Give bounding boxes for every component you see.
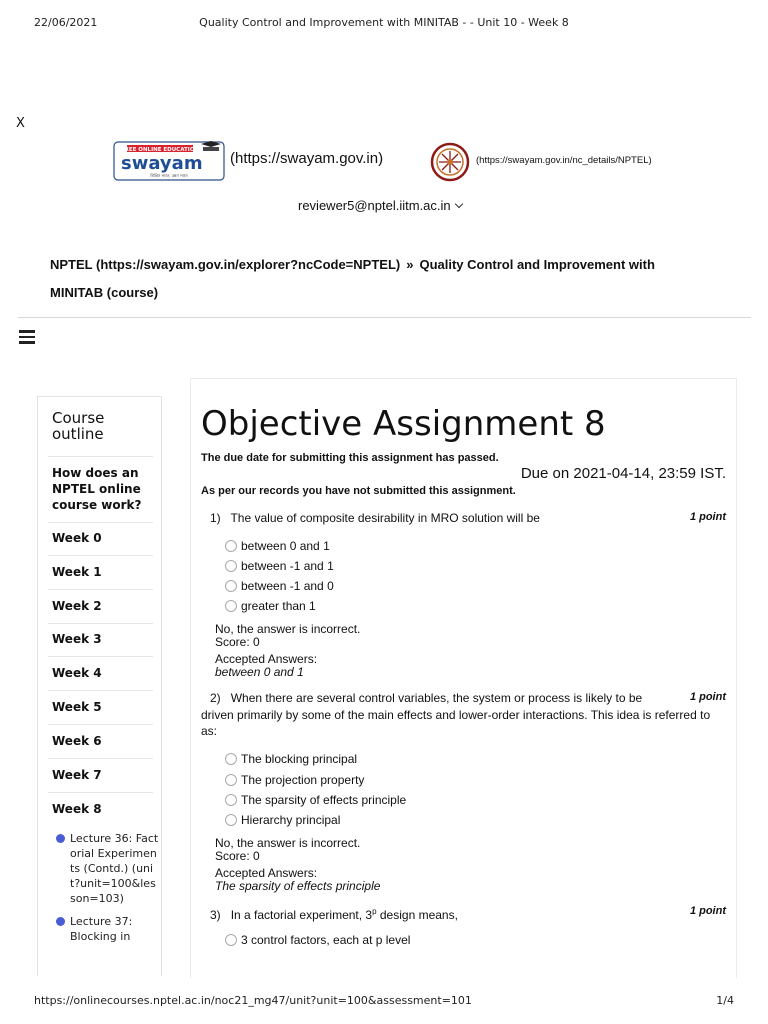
sidebar-divider [48,690,153,691]
print-page-number: 1/4 [716,994,734,1007]
question-2: 2) When there are several control variables, the system or process is likely to be [210,691,643,705]
sidebar-divider [48,623,153,624]
print-title: Quality Control and Improvement with MINITAB - - Unit 10 - Week 8 [199,16,569,29]
sidebar-item-week-1[interactable]: Week 1 [52,565,102,579]
breadcrumb-nptel-link[interactable]: NPTEL (https://swayam.gov.in/explorer?ncCode=NPTEL) [50,257,401,272]
sidebar-divider [48,724,153,725]
radio-icon[interactable] [225,753,237,765]
sidebar-item-week-0[interactable]: Week 0 [52,531,102,545]
radio-icon[interactable] [225,794,237,806]
option-radio[interactable]: The projection property [225,773,364,787]
swayam-logo[interactable] [113,138,226,182]
swayam-link[interactable]: (https://swayam.gov.in) [230,150,384,167]
question-3: 3) In a factorial experiment, 3$^p$ design means, [210,907,458,922]
sidebar-item-week-5[interactable]: Week 5 [52,700,102,714]
question-3-points: 1 point [689,905,726,917]
radio-icon[interactable] [225,774,237,786]
nptel-logo[interactable] [430,142,470,182]
sidebar-item-week-3[interactable]: Week 3 [52,632,102,646]
sidebar-lesson-37[interactable]: Lecture 37: Blocking in [56,914,161,944]
sidebar-divider [48,589,153,590]
radio-icon[interactable] [225,560,237,572]
option-radio[interactable]: between -1 and 1 [225,559,334,573]
question-1-feedback: No, the answer is incorrect. Score: 0 Accepted Answers: between 0 and 1 [215,622,361,679]
page-title: Objective Assignment 8 [201,404,606,444]
sidebar-item-week-6[interactable]: Week 6 [52,734,102,748]
option-radio[interactable]: between 0 and 1 [225,539,330,553]
not-submitted-notice: As per our records you have not submitted this assignment. [201,485,516,497]
radio-icon[interactable] [225,600,237,612]
bullet-icon [56,834,65,843]
chevron-down-icon [454,200,462,208]
sidebar-divider [48,555,153,556]
sidebar-lesson-36[interactable]: Lecture 36: Factorial Experiments (Contd.) (unit?unit=100&lesson=103) [56,831,161,906]
svg-text:FREE ONLINE EDUCATION: FREE ONLINE EDUCATION [120,147,200,153]
due-passed-notice: The due date for submitting this assignment has passed. [201,452,499,464]
sidebar-divider [48,656,153,657]
sidebar-divider [48,456,153,457]
user-email: reviewer5@nptel.iitm.ac.in [298,198,451,213]
sidebar-item-week-7[interactable]: Week 7 [52,768,102,782]
radio-icon[interactable] [225,540,237,552]
option-radio[interactable]: 3 control factors, each at p level [225,933,410,947]
print-date: 22/06/2021 [34,16,98,29]
sidebar-divider [48,792,153,793]
option-radio[interactable]: Hierarchy principal [225,813,340,827]
sidebar-item-how-it-works[interactable]: How does an NPTEL online course work? [52,466,142,512]
radio-icon[interactable] [225,814,237,826]
question-1-points: 1 point [689,511,726,523]
sidebar-item-week-8[interactable]: Week 8 [52,802,102,816]
question-2-continued: driven primarily by some of the main effects and lower-order interactions. This idea is referred to as: [201,708,711,738]
question-2-points: 1 point [689,691,726,703]
option-radio[interactable]: greater than 1 [225,599,316,613]
header-divider [18,317,751,318]
radio-icon[interactable] [225,934,237,946]
close-button[interactable]: X [16,116,25,131]
breadcrumb-course-link[interactable]: Quality Control and Improvement with MINITAB (course) [50,257,655,300]
breadcrumb-separator: » [406,257,414,272]
sidebar-divider [48,522,153,523]
sidebar-title: Course outline [52,409,105,443]
option-radio[interactable]: between -1 and 0 [225,579,334,593]
sidebar-divider [48,758,153,759]
svg-text:swayam: swayam [121,153,203,174]
user-menu[interactable] [298,198,462,213]
svg-text:शिक्षित भारत, उन्नत भारत: शिक्षित भारत, उन्नत भारत [150,173,188,178]
nptel-link[interactable]: (https://swayam.gov.in/nc_details/NPTEL) [476,155,652,166]
option-radio[interactable]: The blocking principal [225,752,357,766]
print-url: https://onlinecourses.nptel.ac.in/noc21_mg47/unit?unit=100&assessment=101 [34,994,472,1007]
option-radio[interactable]: The sparsity of effects principle [225,793,406,807]
due-date: Due on 2021-04-14, 23:59 IST. [520,465,726,482]
radio-icon[interactable] [225,580,237,592]
question-2-feedback: No, the answer is incorrect. Score: 0 Accepted Answers: The sparsity of effects principle [215,836,381,893]
menu-icon[interactable] [19,330,35,344]
breadcrumb [50,251,710,307]
course-outline-sidebar [37,396,162,976]
bullet-icon [56,917,65,926]
sidebar-item-week-2[interactable]: Week 2 [52,599,102,613]
question-1: 1) The value of composite desirability in MRO solution will be [210,511,540,525]
sidebar-item-week-4[interactable]: Week 4 [52,666,102,680]
